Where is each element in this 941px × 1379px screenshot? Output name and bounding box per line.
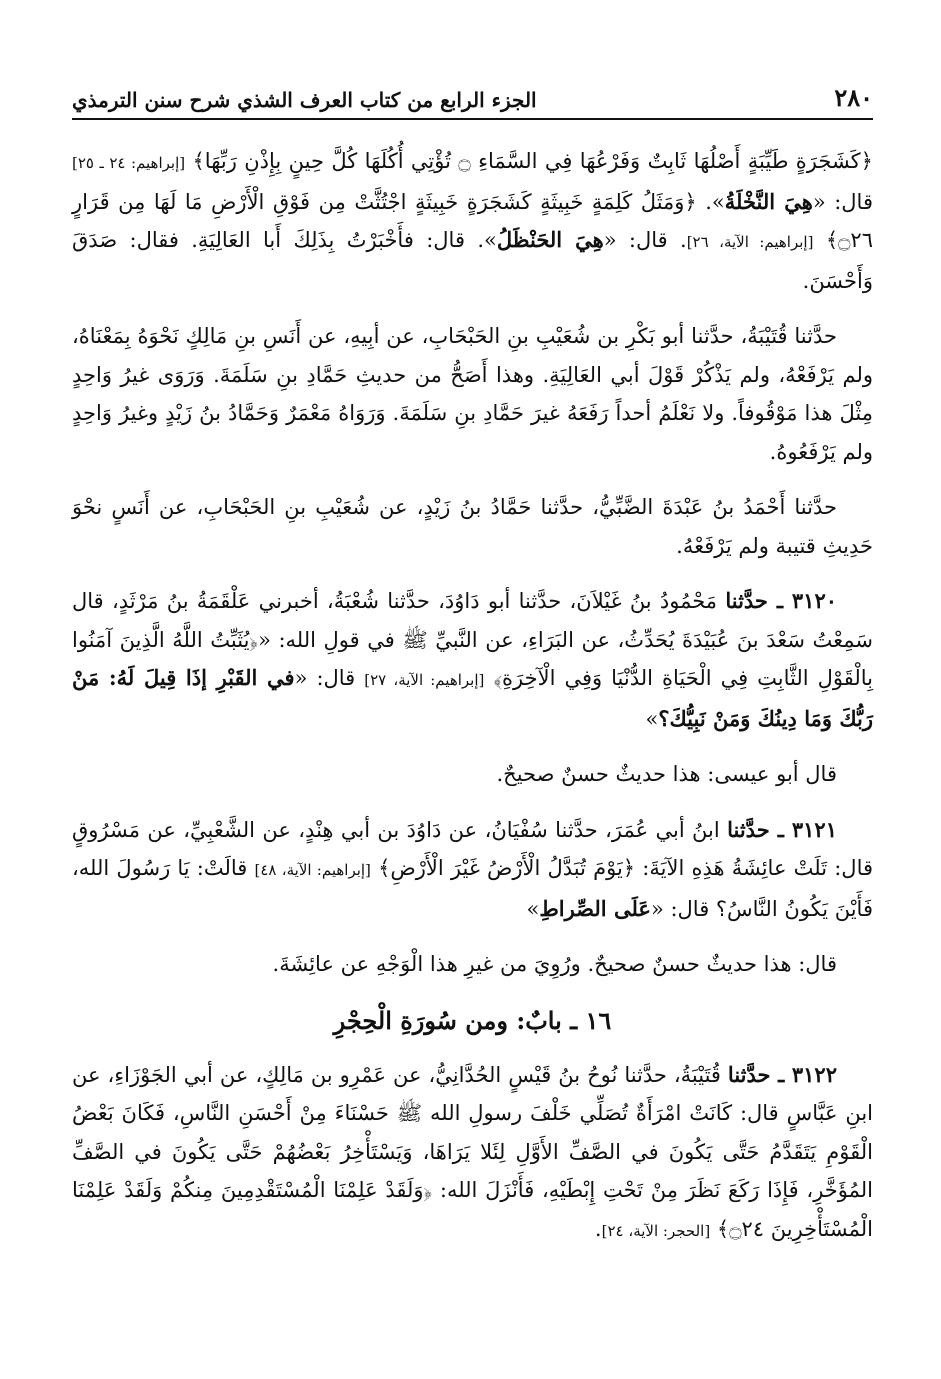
running-title: الجزء الرابع من كتاب العرف الشذي شرح سنن الترمذي	[72, 88, 537, 112]
hadith-3122	[72, 1056, 873, 1251]
page-number: ٢٨٠	[834, 83, 873, 112]
text-span: قُتَيْبَةُ، حدَّثنا نُوحُ بنُ قَيْسٍ الحُدَّانِيُّ، عن عَمْرِو بن مَالِكٍ، عن أبي الجَوْزَاءِ، عن ابنِ عَبَّاسٍ قال: كَانَتْ امْرَأَةٌ تُصَلِّي خَلْفَ رسولِ الله ﷺ حَسْنَاءَ مِنْ أَحْسَنِ النَّاسِ، فَكَانَ بَعْضُ الْقَوْمِ يَتَقَدَّمُ حَتَّى يَكُونَ في الصَّفِّ الأَوَّلِ لِئَلا يَرَاهَا، وَيَسْتَأْخِرُ بَعْضُهُمْ حَتَّى يَكُونَ في الصَّفِّ المُؤَخَّرِ، فَإِذَا رَكَعَ نَظَرَ مِنْ تَحْتِ إِبْطَيْهِ، فَأَنْزَلَ الله:	[72, 1062, 873, 1202]
text-span: . قال: «	[603, 228, 687, 252]
text-span: ابنُ أبي عُمَرَ، حدَّثنا سُفْيَانُ، عن دَاوُدَ بن أبي هِنْدٍ، عن الشَّعْبِيِّ، عن مَسْرُوقٍ قال: تَلَتْ عائِشَةُ هَذِهِ الآيَةَ:	[72, 817, 874, 880]
paragraph-continuation	[72, 142, 873, 300]
text-span: قال: «	[812, 189, 873, 214]
text-span: »	[526, 896, 540, 921]
grading-note: قال أبو عيسى: هذا حديثٌ حسنٌ صحيحٌ.	[496, 762, 837, 786]
prophet-saying: هِيَ الحَنْظَلُ	[496, 227, 604, 252]
text-span: مَحْمُودُ بنُ غَيْلاَنَ، حدَّثنا أبو دَاوُدَ، حدَّثنا شُعْبَةُ، أخبرني عَلْقَمَةُ بنُ مَرْثَدٍ، قال سَمِعْتُ سَعْدَ بنَ عُبَيْدَةَ يُحَدِّثُ، عن البَرَاءِ، عن النَّبيِّ ﷺ في قولِ الله: «	[72, 589, 873, 652]
quran-verse: ﴿كَشَجَرَةٍ طَيِّبَةٍ أَصْلُهَا ثَابِتٌ وَفَرْعُهَا فِي السَّمَاءِ ۝ تُؤْتِي أُكُلَهَا كُلَّ حِينٍ بِإِذْنِ رَبِّهَا﴾	[192, 149, 873, 173]
text-span: »	[645, 706, 659, 731]
page-body	[72, 142, 873, 1267]
prophet-saying: هِيَ النَّخْلَةُ	[724, 188, 813, 214]
quran-verse: ﴿يَوْمَ تُبَدَّلُ الْأَرْضُ غَيْرَ الْأَرْضِ﴾	[378, 856, 636, 880]
hadith-3121	[72, 811, 873, 929]
quran-verse: ﴿وَمَثَلُ كَلِمَةٍ خَبِيثَةٍ كَشَجَرَةٍ خَبِيثَةٍ اجْتُثَّتْ مِن فَوْقِ الْأَرْضِ مَا لَهَا مِن قَرَارٍ ۝٢٦﴾	[72, 189, 873, 252]
text-span: .	[594, 1216, 602, 1241]
section-heading: ١٦ ـ بابٌ: ومن سُورَةِ الْحِجْرِ	[333, 1005, 612, 1035]
page-header	[72, 78, 873, 120]
hadith-3120	[72, 582, 873, 738]
verse-reference: [إبراهيم: ٢٤ ـ ٢٥]	[72, 154, 186, 172]
quran-verse: ﴿يُثَبِّتُ اللَّهُ الَّذِينَ آمَنُوا بِالْقَوْلِ الثَّابِتِ فِي الْحَيَاةِ الدُّنْيَا وَفِي الْآخِرَةِ﴾	[72, 627, 873, 690]
verse-reference: [إبراهيم: الآية، ٤٨]	[254, 861, 371, 879]
verse-reference: [إبراهيم: الآية، ٢٧]	[364, 671, 485, 689]
grading-note: قال: هذا حديثٌ حسنٌ صحيحٌ. ورُوِيَ من غيرِ هذا الْوَجْهِ عن عائِشَةَ.	[272, 952, 837, 976]
paragraph-isnad: حدَّثنا قُتَيْبَةُ، حدَّثنا أبو بَكْرِ بن شُعَيْبِ بنِ الحَبْحَابِ، عن أبِيهِ، عن أَنَسِ بنِ مَالِكٍ نَحْوَهُ بِمَعْنَاهُ، ولم يَرْفَعْهُ، ولم يَذْكُرْ قَوْلَ أبي العَالِيَةِ. وهذا أَصَحُّ من حديثِ حَمَّادِ بنِ سَلَمَةَ. وَرَوَى غيرُ وَاحِدٍ مِثْلَ هذا مَوْقُوفاً. ولا نَعْلَمُ أحداً رَفَعَهُ غيرَ حَمَّادِ بنِ سَلَمَةَ. وَرَوَاهُ مَعْمَرٌ وَحَمَّادُ بنُ زَيْدٍ وغيرُ وَاحِدٍ ولم يَرْفَعُوهُ.	[72, 324, 873, 464]
text-span: قالَتْ: يَا رَسُولَ الله، فَأَيْنَ يَكُونُ النَّاسُ؟ قال: «	[72, 856, 873, 921]
paragraph-isnad: حدَّثنا أَحْمَدُ بنُ عَبْدَةَ الضَّبِّيُّ، حدَّثنا حَمَّادُ بنُ زَيْدٍ، عن شُعَيْبِ بنِ الحَبْحَابِ، عن أَنَسٍ نحْوَ حَدِيثِ قتيبة ولم يَرْفَعْهُ.	[72, 495, 873, 558]
text-span: ».	[696, 189, 725, 214]
prophet-saying: في القَبْرِ إذَا قِيلَ لَهُ: مَنْ رَبُّكَ وَمَا دِينُكَ وَمَنْ نَبِيُّكَ؟	[72, 665, 873, 731]
haddathana-word: حدَّثنا	[727, 1061, 771, 1087]
text-span: ». قال: فأَخْبَرْتُ بِذَلِكَ أَبا العَالِيَةِ. فقال: صَدَقَ وَأَحْسَنَ.	[72, 228, 873, 293]
hadith-number: ٣١٢١ ـ	[769, 816, 837, 842]
quran-verse: ﴿وَلَقَدْ عَلِمْنَا الْمُسْتَقْدِمِينَ مِنكُمْ وَلَقَدْ عَلِمْنَا الْمُسْتَأْخِرِينَ ۝٢٤﴾	[72, 1178, 873, 1241]
verse-reference: [الحجر: الآية، ٢٤]	[601, 1221, 711, 1240]
text-span: قال: «	[294, 666, 365, 690]
haddathana-word: حدَّثنا	[727, 816, 770, 842]
hadith-number: ٣١٢٠ ـ	[767, 588, 838, 613]
verse-reference: [إبراهيم: الآية، ٢٦]	[686, 233, 814, 251]
haddathana-word: حدَّثنا	[725, 588, 768, 613]
hadith-number: ٣١٢٢ ـ	[770, 1061, 837, 1087]
prophet-saying: عَلَى الصِّراطِ	[539, 895, 651, 921]
